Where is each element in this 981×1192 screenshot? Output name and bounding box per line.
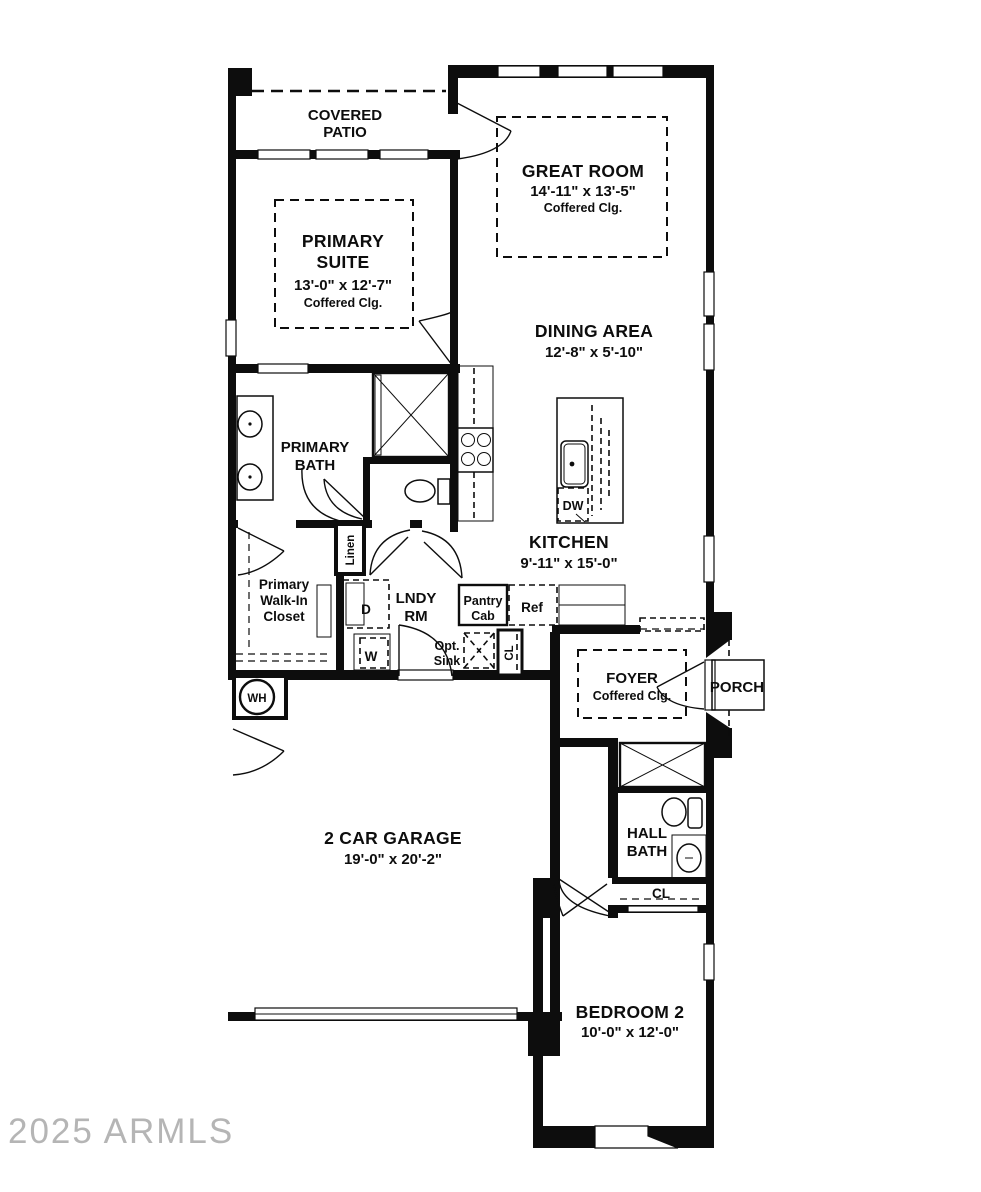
kitchen-dims: 9'-11" x 15'-0" — [520, 555, 618, 572]
dishwasher-label: DW — [562, 499, 584, 513]
water-heater-label: WH — [247, 693, 267, 705]
hall-closet-label: CL — [504, 645, 516, 661]
primary-closet-label: Primary — [258, 577, 310, 592]
primary-closet-label-3: Closet — [263, 609, 305, 624]
coffered-ceiling-outlines — [252, 91, 729, 736]
dining-area-label: DINING AREA — [534, 321, 654, 341]
covered-patio-label-2: PATIO — [323, 124, 367, 141]
bedroom2-label: BEDROOM 2 — [575, 1002, 685, 1022]
door-swings — [233, 103, 704, 916]
washer-label: W — [364, 649, 378, 664]
bedroom-closet-label: CL — [652, 886, 670, 901]
garage-dims: 19'-0" x 20'-2" — [343, 851, 443, 868]
laundry-label-2: RM — [404, 608, 428, 625]
primary-bath-label: PRIMARY — [280, 439, 350, 456]
hall-bath-label-2: BATH — [626, 843, 668, 860]
primary-suite-dims: 13'-0" x 12'-7" — [293, 277, 393, 294]
primary-suite-label: PRIMARY — [301, 231, 385, 251]
linen-label: Linen — [345, 534, 357, 566]
dryer-label: D — [361, 602, 371, 617]
opt-sink-label: Opt. — [434, 639, 460, 653]
fridge-label: Ref — [521, 600, 543, 615]
armls-watermark: 2025 ARMLS — [8, 1112, 235, 1151]
kitchen-label: KITCHEN — [529, 532, 609, 552]
great-room-dims: 14'-11" x 13'-5" — [530, 183, 636, 200]
bedroom2-dims: 10'-0" x 12'-0" — [580, 1024, 680, 1041]
primary-closet-label-2: Walk-In — [260, 593, 308, 608]
primary-suite-note: Coffered Clg. — [303, 296, 383, 310]
foyer-label: FOYER — [606, 670, 658, 687]
foyer-note: Coffered Clg. — [592, 689, 672, 703]
porch-label: PORCH — [709, 679, 765, 696]
laundry-label: LNDY — [395, 590, 437, 607]
opt-sink-label-2: Sink — [433, 654, 461, 668]
pantry-label-2: Cab — [471, 609, 495, 623]
primary-suite-label-2: SUITE — [316, 252, 370, 272]
hall-bath-label: HALL — [627, 825, 667, 842]
covered-patio-label: COVERED — [307, 107, 383, 124]
dining-area-dims: 12'-8" x 5'-10" — [544, 344, 644, 361]
pantry-label: Pantry — [463, 594, 503, 608]
great-room-label: GREAT ROOM — [521, 161, 645, 181]
great-room-note: Coffered Clg. — [543, 201, 623, 215]
garage-label: 2 CAR GARAGE — [324, 828, 462, 848]
primary-bath-label-2: BATH — [294, 457, 336, 474]
